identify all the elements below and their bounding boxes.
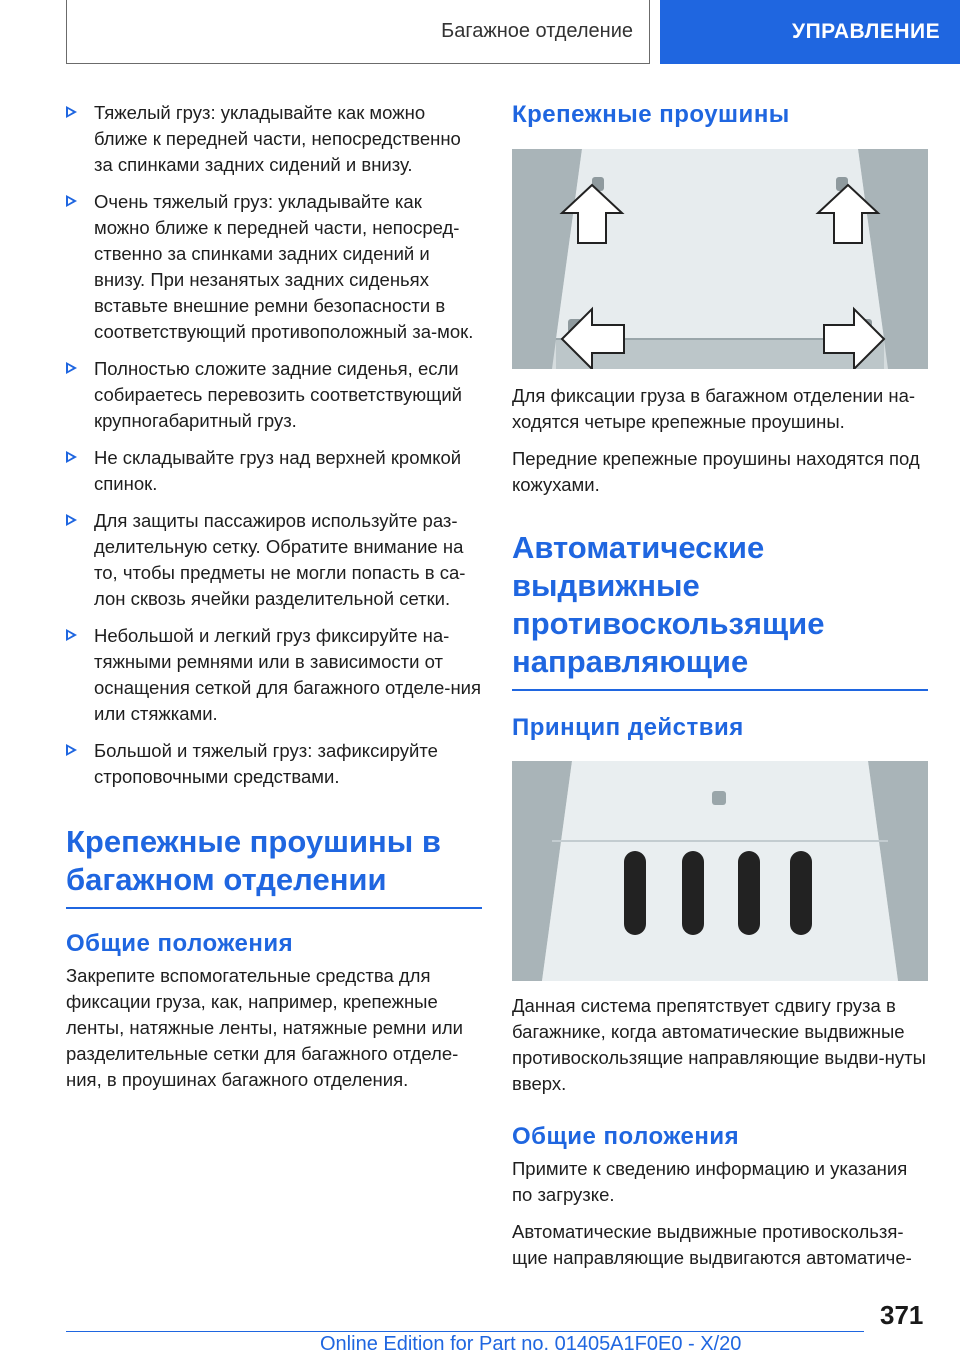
trunk-rails-illustration bbox=[512, 761, 928, 981]
left-column bbox=[66, 100, 482, 1104]
bullet-triangle-icon bbox=[66, 195, 77, 207]
section-heading-eyelets-in-trunk: Крепежные проушины в багажном отделении bbox=[66, 823, 482, 909]
general-paragraph-1: Примите к сведению информацию и указания по загрузке. bbox=[512, 1158, 908, 1205]
list-item: Тяжелый груз: укладывайте как можно ближе к передней части, непосредственно за спинками задних сидений и внизу. bbox=[66, 100, 482, 178]
bullet-triangle-icon bbox=[66, 362, 77, 374]
subheading-general-right: Общие положения bbox=[512, 1123, 740, 1150]
heading-eyelets: Крепежные проушины bbox=[512, 101, 790, 128]
general-paragraph: Закрепите вспомогательные средства для фиксации груза, как, например, крепежные ленты, натяжные ленты, натяжные ремни или разделительные сетки для багажного отделе-ния, в проушинах багажного отделения. bbox=[66, 965, 463, 1090]
subheading-principle: Принцип действия bbox=[512, 714, 744, 741]
bullet-triangle-icon bbox=[66, 451, 77, 463]
general-paragraph-2: Автоматические выдвижные противоскользя-щие направляющие выдвигаются автоматиче- bbox=[512, 1221, 912, 1268]
eyelets-photo bbox=[512, 149, 928, 369]
list-item: Не складывайте груз над верхней кромкой спинок. bbox=[66, 445, 482, 497]
right-column bbox=[512, 100, 928, 1282]
bullet-list bbox=[66, 100, 482, 790]
bullet-triangle-icon bbox=[66, 106, 77, 118]
list-item: Полностью сложите задние сиденья, если собираетесь перевозить соответствующий крупногабаритный груз. bbox=[66, 356, 482, 434]
principle-paragraph: Данная система препятствует сдвигу груза в багажнике, когда автоматические выдвижные противоскользящие направляющие выдви-нуты вверх. bbox=[512, 995, 926, 1094]
list-item: Очень тяжелый груз: укладывайте как можно ближе к передней части, непосред-ственно за спинками задних сидений и внизу. При незанятых задних сиденьях вставьте внешние ремни безопасности в соответствующий противоположный за-мок. bbox=[66, 189, 482, 345]
anti-slip-rails-photo bbox=[512, 761, 928, 981]
subheading-general: Общие положения bbox=[66, 930, 294, 957]
eyelets-paragraph-1: Для фиксации груза в багажном отделении на-ходятся четыре крепежные проушины. bbox=[512, 385, 916, 432]
chapter-title: УПРАВЛЕНИЕ bbox=[792, 20, 941, 43]
chapter-tab bbox=[660, 0, 960, 64]
eyelets-paragraph-2: Передние крепежные проушины находятся под кожухами. bbox=[512, 448, 920, 495]
list-item: Небольшой и легкий груз фиксируйте на-тяжными ремнями или в зависимости от оснащения сеткой для багажного отделе-ния или стяжками. bbox=[66, 623, 482, 727]
section-title: Багажное отделение bbox=[441, 20, 633, 42]
list-item: Большой и тяжелый груз: зафиксируйте строповочными средствами. bbox=[66, 738, 482, 790]
footer-edition: Online Edition for Part no. 01405A1F0E0 - X/20 bbox=[320, 1333, 742, 1355]
bullet-triangle-icon bbox=[66, 514, 77, 526]
trunk-eyelets-illustration bbox=[512, 149, 928, 369]
section-heading-anti-slip-rails: Автоматические выдвижные противоскользящие направляющие bbox=[512, 529, 928, 691]
list-item: Для защиты пассажиров используйте раз-делительную сетку. Обратите внимание на то, чтобы предметы не могли попасть в са-лон сквозь ячейки разделительной сетки. bbox=[66, 508, 482, 612]
page-number: 371 bbox=[880, 1300, 924, 1330]
running-header-section bbox=[66, 0, 650, 64]
bullet-triangle-icon bbox=[66, 744, 77, 756]
footer-divider bbox=[66, 1331, 864, 1332]
bullet-triangle-icon bbox=[66, 629, 77, 641]
